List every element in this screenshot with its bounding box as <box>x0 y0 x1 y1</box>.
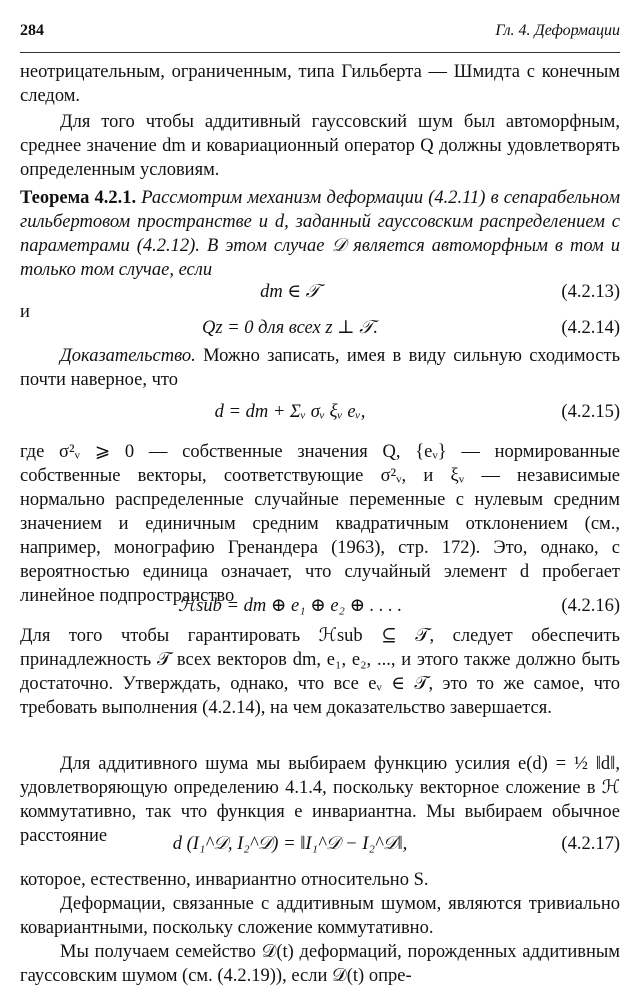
paragraph-3: где σ²ᵥ ⩾ 0 — собственные значения Q, {eᵥ} — нормированные собственные векторы, соответствующие σ²ᵥ, и ξᵥ — независимые нормально распределенные случайные переменные с нулевым средним значением и единичным средним квадратичным отклонением (см., например, монографию Гренандера (1963), стр. 172). Это, однако, с вероятностью единица означает, что случайный элемент d пробегает линейное подпространство <box>20 442 620 606</box>
equation-4-2-17 <box>20 830 620 858</box>
theorem-label: Теорема 4.2.1. <box>20 188 137 208</box>
paragraph-8: Мы получаем семейство 𝒟(t) деформаций, порожденных аддитивным гауссовским шумом (см. (4.2.19)), если 𝒟(t) опре- <box>20 942 620 986</box>
paragraph-7-block <box>20 892 620 940</box>
paragraph-5: Для аддитивного шума мы выбираем функцию усилия e(d) = ½ ‖d‖, удовлетворяющую определению 4.1.4, поскольку векторное сложение в ℋ коммутативно, так что функция e инвариантна. Мы выбираем обычное расстояние <box>20 754 620 846</box>
and-word: и <box>20 302 30 322</box>
equation-4-2-14 <box>20 314 620 342</box>
paragraph-4: Для того чтобы гарантировать ℋsub ⊆ 𝒯, следует обеспечить принадлежность 𝒯 всех векторов dm, e₁, e₂, ..., и этого также должно быть достаточно. Утверждать, однако, что все eᵥ ∈ 𝒯, это то же самое, что требовать выполнения (4.2.14), на чем доказательство завершается. <box>20 626 620 718</box>
paragraph-8-block <box>20 940 620 988</box>
proof-text: Можно записать, имея в виду сильную сходимость почти наверное, что <box>20 346 621 390</box>
paragraph-3-block <box>20 440 620 608</box>
paragraph-1: неотрицательным, ограниченным, типа Гильберта — Шмидта с конечным следом. <box>20 62 620 106</box>
equation-formula: d (I₁^𝒟, I₂^𝒟) = ‖I₁^𝒟 − I₂^𝒟‖, <box>172 834 408 854</box>
equation-number: (4.2.15) <box>561 402 620 422</box>
paragraph-4-block <box>20 624 620 720</box>
equation-4-2-15 <box>20 398 620 426</box>
equation-formula: ℋsub = dm ⊕ e₁ ⊕ e₂ ⊕ . . . . <box>177 596 403 616</box>
equation-number: (4.2.13) <box>561 282 620 302</box>
paragraph-7: Деформации, связанные с аддитивным шумом, являются тривиально ковариантными, поскольку сложение коммутативно. <box>20 894 620 938</box>
equation-formula: d = dm + Σᵥ σᵥ ξᵥ eᵥ, <box>214 402 366 422</box>
page-number: 284 <box>20 22 44 39</box>
equation-number: (4.2.16) <box>561 596 620 616</box>
running-title: Гл. 4. Деформации <box>495 22 620 39</box>
equation-number: (4.2.17) <box>561 834 620 854</box>
header-rule <box>20 52 620 53</box>
theorem-text: Рассмотрим механизм деформации (4.2.11) в сепарабельном гильбертовом пространстве и d, заданный гауссовским распределением с параметрами (4.2.12). В этом случае 𝒟 является автоморфным в том и только том случае, если <box>20 188 620 280</box>
equation-4-2-16 <box>20 592 620 620</box>
equation-formula: Qz = 0 для всех z ⊥ 𝒯. <box>201 318 379 338</box>
equation-formula: dm ∈ 𝒯 <box>260 282 320 302</box>
theorem-block <box>20 186 620 282</box>
paragraph-continuation <box>20 60 620 108</box>
paragraph-6-block <box>20 868 620 892</box>
paragraph-2-block <box>20 110 620 182</box>
running-header <box>20 22 620 48</box>
paragraph-6: которое, естественно, инвариантно относительно S. <box>20 870 429 890</box>
equation-number: (4.2.14) <box>561 318 620 338</box>
paragraph-2: Для того чтобы аддитивный гауссовский шум был автоморфным, среднее значение dm и ковариационный оператор Q должны удовлетворять определенным условиям. <box>20 112 620 180</box>
proof-block <box>20 344 620 392</box>
proof-label: Доказательство. <box>60 346 196 366</box>
